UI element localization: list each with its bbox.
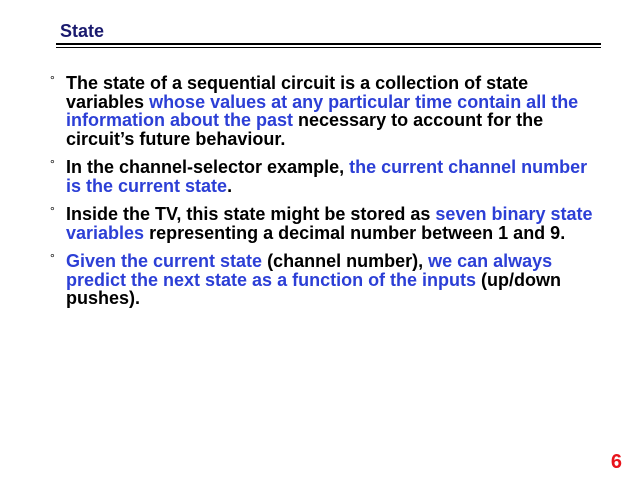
title-underline-thin bbox=[56, 47, 601, 48]
bullet-3-text: Inside the TV, this state might be stored as bbox=[66, 204, 436, 224]
page-number: 6 bbox=[610, 451, 622, 473]
bullet-4-highlight-2: we can always predict the next state as a function of the inputs bbox=[66, 251, 553, 290]
bullet-marker: ° bbox=[50, 157, 55, 171]
title-underline-thick bbox=[56, 43, 601, 45]
bullet-4-highlight: Given the current state bbox=[66, 251, 263, 271]
bullet-2-text-end: . bbox=[227, 175, 233, 196]
bullet-1-text-end: necessary to account for the circuit’s future behaviour. bbox=[66, 110, 544, 149]
bullet-2-text: In the channel-selector example, bbox=[66, 157, 350, 177]
bullet-list bbox=[36, 74, 596, 318]
bullet-item-2 bbox=[36, 158, 596, 195]
bullet-item-4 bbox=[36, 252, 596, 308]
bullet-1-highlight: whose values at any particular time contain all the information about the past bbox=[66, 91, 579, 130]
bullet-marker: ° bbox=[50, 251, 55, 265]
bullet-marker: ° bbox=[50, 73, 55, 87]
bullet-3-highlight: seven binary state variables bbox=[66, 204, 593, 243]
bullet-4-text-end: (up/down pushes). bbox=[66, 269, 562, 308]
bullet-1-text: The state of a sequential circuit is a collection of state variables bbox=[66, 73, 529, 112]
bullet-3-text-end: representing a decimal number between 1 and 9. bbox=[144, 222, 566, 243]
bullet-item-3 bbox=[36, 205, 596, 242]
bullet-4-text-mid: (channel number), bbox=[262, 251, 429, 271]
bullet-marker: ° bbox=[50, 204, 55, 218]
bullet-item-1 bbox=[36, 74, 596, 148]
slide-title: State bbox=[60, 21, 105, 41]
bullet-2-highlight: the current channel number is the current state bbox=[66, 157, 588, 196]
